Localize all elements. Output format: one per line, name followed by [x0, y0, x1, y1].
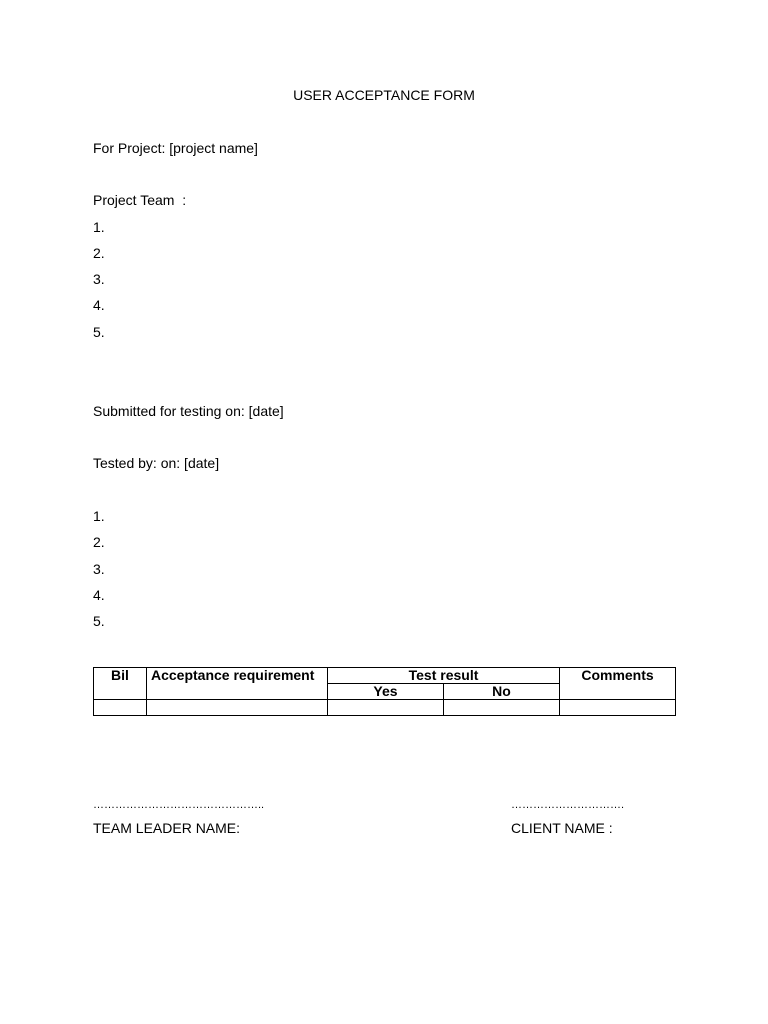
- cell-yes[interactable]: [328, 700, 444, 716]
- table-header-row: [94, 668, 676, 684]
- team-item-3: 3.: [93, 271, 105, 287]
- submitted-line: Submitted for testing on: [date]: [93, 403, 284, 419]
- tester-item-2: 2.: [93, 534, 105, 550]
- team-leader-name-label: TEAM LEADER NAME:: [93, 820, 241, 836]
- header-comments: Comments: [560, 668, 676, 700]
- team-item-1: 1.: [93, 219, 105, 235]
- cell-comments[interactable]: [560, 700, 676, 716]
- header-bil: Bil: [94, 668, 147, 700]
- table-row: [94, 700, 676, 716]
- tester-item-4: 4.: [93, 587, 105, 603]
- tested-by-line: Tested by: on: [date]: [93, 455, 220, 471]
- acceptance-table: [93, 667, 676, 716]
- team-leader-signature-line: ………………………………………..: [93, 799, 265, 811]
- client-name-label: CLIENT NAME :: [511, 820, 613, 836]
- team-item-2: 2.: [93, 245, 105, 261]
- project-line: For Project: [project name]: [93, 140, 258, 156]
- cell-bil[interactable]: [94, 700, 147, 716]
- team-item-4: 4.: [93, 297, 105, 313]
- cell-no[interactable]: [444, 700, 560, 716]
- header-yes: Yes: [328, 684, 444, 700]
- client-signature-line: ………………………….: [511, 799, 625, 811]
- form-title: USER ACCEPTANCE FORM: [293, 87, 475, 103]
- team-item-5: 5.: [93, 324, 105, 340]
- header-test-result: Test result: [328, 668, 560, 684]
- project-team-label: Project Team :: [93, 192, 187, 208]
- tester-item-1: 1.: [93, 508, 105, 524]
- tester-item-5: 5.: [93, 613, 105, 629]
- tester-item-3: 3.: [93, 561, 105, 577]
- header-acceptance-requirement: Acceptance requirement: [147, 668, 328, 700]
- cell-requirement[interactable]: [147, 700, 328, 716]
- header-no: No: [444, 684, 560, 700]
